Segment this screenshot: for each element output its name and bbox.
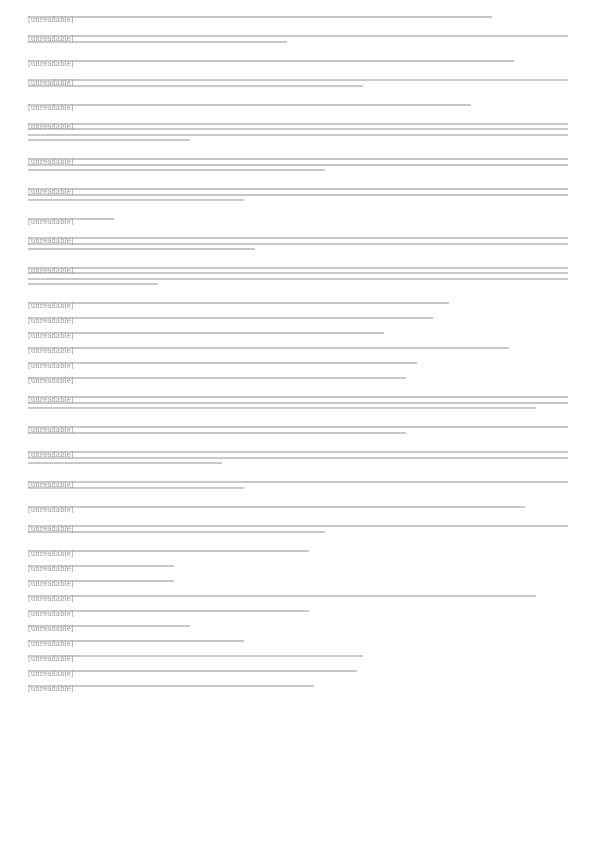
paragraph (28, 506, 568, 514)
paragraph (28, 123, 568, 141)
paragraph-text: [unreadable] (28, 158, 74, 166)
paragraph-text: [unreadable] (28, 685, 74, 693)
paragraph-text: [unreadable] (28, 218, 74, 226)
paragraph (28, 565, 568, 573)
paragraph-text: [unreadable] (28, 267, 74, 275)
paragraph (28, 451, 568, 464)
paragraph-text: [unreadable] (28, 451, 74, 459)
paragraph (28, 16, 568, 24)
paragraph (28, 610, 568, 618)
paragraph-text: [unreadable] (28, 104, 74, 112)
paragraph-text: [unreadable] (28, 640, 74, 648)
paragraph-text: [unreadable] (28, 16, 74, 24)
paragraph-text: [unreadable] (28, 35, 74, 43)
paragraph (28, 685, 568, 693)
paragraph (28, 302, 568, 310)
paragraph-text: [unreadable] (28, 525, 74, 533)
paragraph-text: [unreadable] (28, 79, 74, 87)
paragraph (28, 60, 568, 68)
paragraph (28, 35, 568, 43)
paragraph (28, 158, 568, 171)
paragraph-text: [unreadable] (28, 317, 74, 325)
paragraph (28, 525, 568, 533)
paragraph (28, 377, 568, 385)
paragraph-text: [unreadable] (28, 565, 74, 573)
paragraph (28, 317, 568, 325)
paragraph-text: [unreadable] (28, 426, 74, 434)
paragraph-text: [unreadable] (28, 481, 74, 489)
paragraph-text: [unreadable] (28, 123, 74, 131)
document-body (28, 16, 568, 700)
paragraph-text: [unreadable] (28, 580, 74, 588)
paragraph-text: [unreadable] (28, 396, 74, 404)
paragraph (28, 426, 568, 434)
paragraph-text: [unreadable] (28, 347, 74, 355)
paragraph (28, 347, 568, 355)
paragraph (28, 188, 568, 201)
paragraph (28, 332, 568, 340)
paragraph (28, 595, 568, 603)
paragraph-text: [unreadable] (28, 60, 74, 68)
paragraph-text: [unreadable] (28, 237, 74, 245)
paragraph-text: [unreadable] (28, 362, 74, 370)
paragraph (28, 396, 568, 409)
paragraph (28, 625, 568, 633)
paragraph (28, 640, 568, 648)
paragraph-text: [unreadable] (28, 550, 74, 558)
paragraph (28, 481, 568, 489)
paragraph (28, 79, 568, 87)
paragraph (28, 670, 568, 678)
paragraph (28, 218, 568, 226)
paragraph (28, 655, 568, 663)
paragraph-text: [unreadable] (28, 625, 74, 633)
paragraph (28, 237, 568, 250)
paragraph (28, 550, 568, 558)
paragraph-text: [unreadable] (28, 670, 74, 678)
paragraph (28, 104, 568, 112)
paragraph-text: [unreadable] (28, 610, 74, 618)
paragraph-text: [unreadable] (28, 655, 74, 663)
paragraph-text: [unreadable] (28, 332, 74, 340)
paragraph-text: [unreadable] (28, 377, 74, 385)
paragraph-text: [unreadable] (28, 302, 74, 310)
paragraph (28, 580, 568, 588)
paragraph (28, 362, 568, 370)
paragraph (28, 267, 568, 285)
paragraph-text: [unreadable] (28, 188, 74, 196)
paragraph-text: [unreadable] (28, 595, 74, 603)
paragraph-text: [unreadable] (28, 506, 74, 514)
